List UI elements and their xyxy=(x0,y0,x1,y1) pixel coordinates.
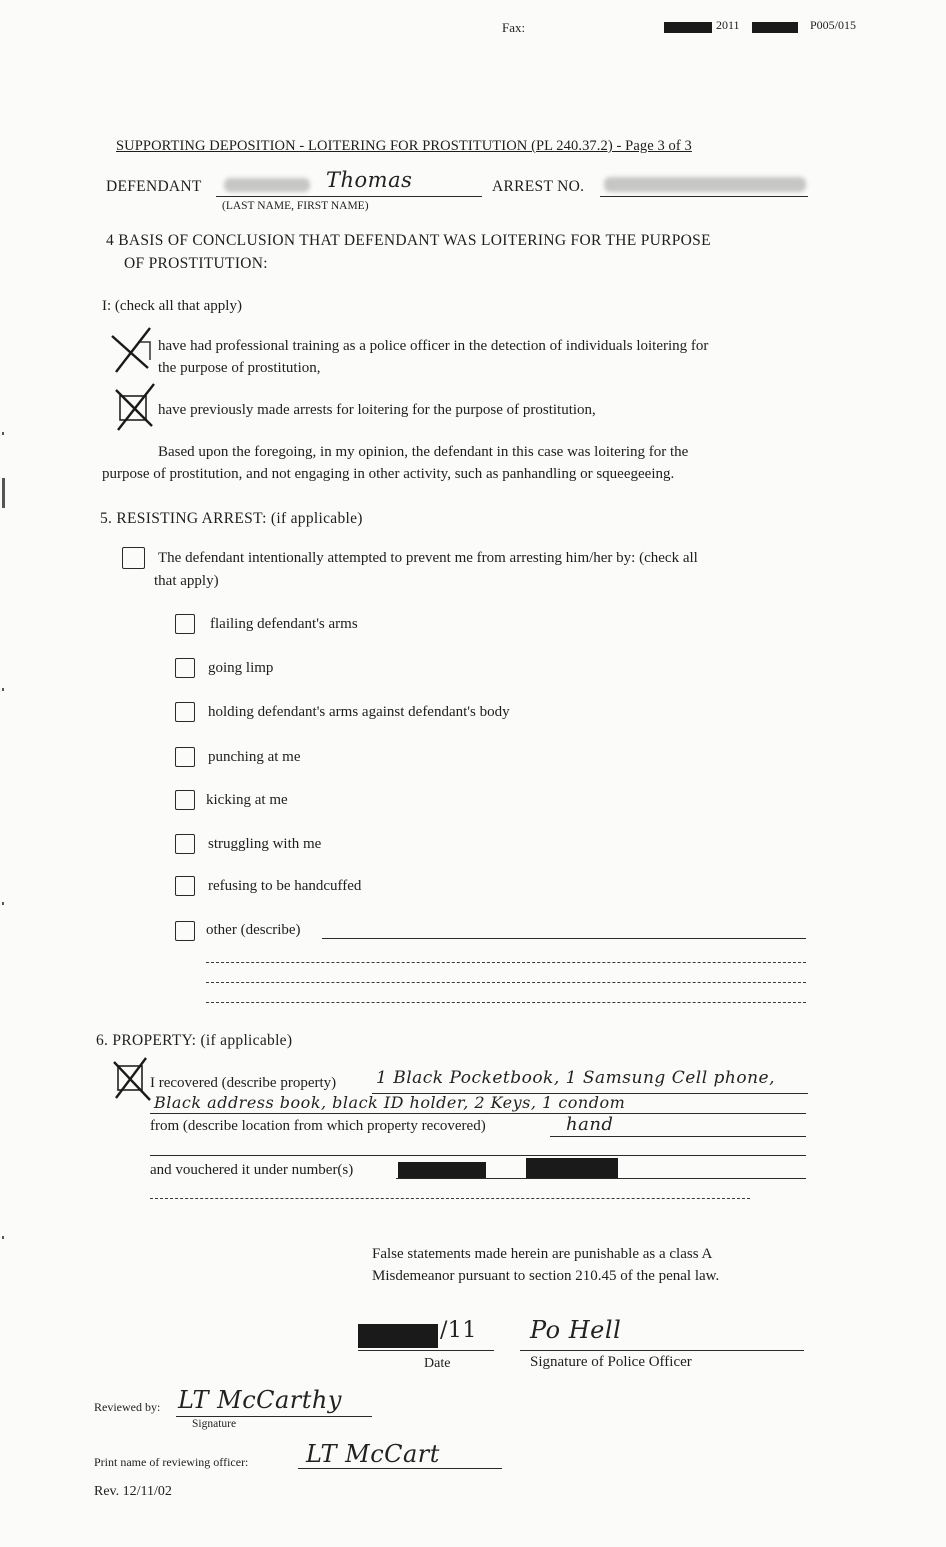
from-location-line xyxy=(550,1136,806,1137)
scan-speck xyxy=(2,688,4,691)
option-holding-arms-checkbox[interactable] xyxy=(175,702,195,722)
option-other-checkbox[interactable] xyxy=(175,921,195,941)
form-title: SUPPORTING DEPOSITION - LOITERING FOR PROSTITUTION (PL 240.37.2) - Page 3 of 3 xyxy=(116,138,692,154)
reviewed-by-label: Reviewed by: xyxy=(94,1400,161,1414)
scan-speck xyxy=(2,902,4,905)
officer-signature: Po Hell xyxy=(530,1316,622,1344)
option-flailing-label: flailing defendant's arms xyxy=(210,616,358,632)
option-kicking-checkbox[interactable] xyxy=(175,790,195,810)
redaction-fax-date xyxy=(664,22,712,33)
false-statement-line1: False statements made herein are punishable as a class A xyxy=(372,1246,713,1262)
redaction-arrest-no xyxy=(604,177,806,192)
officer-signature-line xyxy=(520,1350,804,1351)
print-name-line xyxy=(298,1468,502,1469)
other-describe-line1 xyxy=(322,938,806,939)
resisting-intro-line2: that apply) xyxy=(154,573,219,589)
arrest-no-line xyxy=(600,196,808,197)
option-going-limp-label: going limp xyxy=(208,660,274,676)
option-punching-label: punching at me xyxy=(208,749,301,765)
fax-date-suffix: 2011 xyxy=(716,18,740,32)
section6-heading: 6. PROPERTY: (if applicable) xyxy=(96,1032,293,1049)
recovered-value-line2: Black address book, black ID holder, 2 Keys, 1 condom xyxy=(154,1093,626,1112)
scan-speck xyxy=(2,432,4,435)
from-location-label: from (describe location from which property recovered) xyxy=(150,1118,486,1134)
item-training-line1: have had professional training as a police officer in the detection of individuals loitering for xyxy=(158,338,709,354)
option-holding-arms-label: holding defendant's arms against defendant's body xyxy=(208,704,510,720)
officer-signature-label: Signature of Police Officer xyxy=(530,1354,692,1370)
resisting-arrest-checkbox[interactable] xyxy=(122,547,145,569)
scan-speck xyxy=(2,1236,4,1239)
date-line xyxy=(358,1350,494,1351)
section4-heading-line1: 4 BASIS OF CONCLUSION THAT DEFENDANT WAS LOITERING FOR THE PURPOSE xyxy=(106,232,711,249)
vouchered-label: and vouchered it under number(s) xyxy=(150,1162,354,1178)
redaction-fax-number xyxy=(752,22,798,33)
reviewer-print-name: LT McCart xyxy=(306,1440,440,1468)
false-statement-line2: Misdemeanor pursuant to section 210.45 of the penal law. xyxy=(372,1268,720,1284)
defendant-name-handwritten: Thomas xyxy=(326,168,413,192)
option-going-limp-checkbox[interactable] xyxy=(175,658,195,678)
checkmark-x-icon xyxy=(110,382,162,434)
other-describe-line3 xyxy=(206,982,806,983)
redaction-defendant-lastname xyxy=(224,178,310,192)
option-struggling-label: struggling with me xyxy=(208,836,322,852)
section5-heading: 5. RESISTING ARREST: (if applicable) xyxy=(100,510,363,527)
defendant-name-caption: (LAST NAME, FIRST NAME) xyxy=(222,200,369,212)
item-previous-arrests: have previously made arrests for loitering for the purpose of prostitution, xyxy=(158,402,596,418)
signature-caption: Signature xyxy=(192,1418,237,1430)
print-name-label: Print name of reviewing officer: xyxy=(94,1455,249,1469)
other-describe-line4 xyxy=(206,1002,806,1003)
opinion-paragraph-line2: purpose of prostitution, and not engaging in other activity, such as panhandling or squeegeeing. xyxy=(102,466,675,482)
redaction-voucher-1 xyxy=(398,1162,486,1179)
revision-label: Rev. 12/11/02 xyxy=(94,1484,172,1499)
from-location-value: hand xyxy=(566,1114,614,1135)
recovered-value-line1: 1 Black Pocketbook, 1 Samsung Cell phone, xyxy=(376,1068,776,1088)
option-kicking-label: kicking at me xyxy=(206,792,288,808)
option-struggling-checkbox[interactable] xyxy=(175,834,195,854)
recovered-label: I recovered (describe property) xyxy=(150,1075,337,1091)
section4-heading-line2: OF PROSTITUTION: xyxy=(124,255,268,272)
opinion-paragraph-line1: Based upon the foregoing, in my opinion, the defendant in this case was loitering for the xyxy=(158,444,689,460)
redaction-voucher-2 xyxy=(526,1158,618,1178)
item-training-line2: the purpose of prostitution, xyxy=(158,360,321,376)
reviewer-signature: LT McCarthy xyxy=(178,1386,342,1414)
defendant-label: DEFENDANT xyxy=(106,178,202,195)
fax-label: Fax: xyxy=(502,20,526,35)
date-label: Date xyxy=(424,1356,451,1371)
date-partial: /11 xyxy=(440,1318,477,1343)
other-describe-line2 xyxy=(206,962,806,963)
vouchered-upper-line xyxy=(150,1155,806,1156)
option-refusing-handcuffs-label: refusing to be handcuffed xyxy=(208,878,362,894)
option-other-label: other (describe) xyxy=(206,922,301,938)
scan-edge-mark xyxy=(2,478,5,508)
redaction-date xyxy=(358,1324,438,1348)
vouchered-lower-line xyxy=(150,1198,750,1199)
arrest-no-label: ARREST NO. xyxy=(492,178,585,195)
recovered-line2 xyxy=(150,1113,806,1114)
option-punching-checkbox[interactable] xyxy=(175,747,195,767)
checkmark-x-icon xyxy=(102,322,162,374)
option-flailing-checkbox[interactable] xyxy=(175,614,195,634)
option-refusing-handcuffs-checkbox[interactable] xyxy=(175,876,195,896)
reviewer-signature-line xyxy=(176,1416,372,1417)
check-all-instruction: I: (check all that apply) xyxy=(102,298,242,314)
defendant-name-line xyxy=(216,196,482,197)
vouchered-line xyxy=(396,1178,806,1179)
fax-page-code: P005/015 xyxy=(810,18,857,32)
resisting-intro-line1: The defendant intentionally attempted to prevent me from arresting him/her by: (check all xyxy=(158,550,698,566)
